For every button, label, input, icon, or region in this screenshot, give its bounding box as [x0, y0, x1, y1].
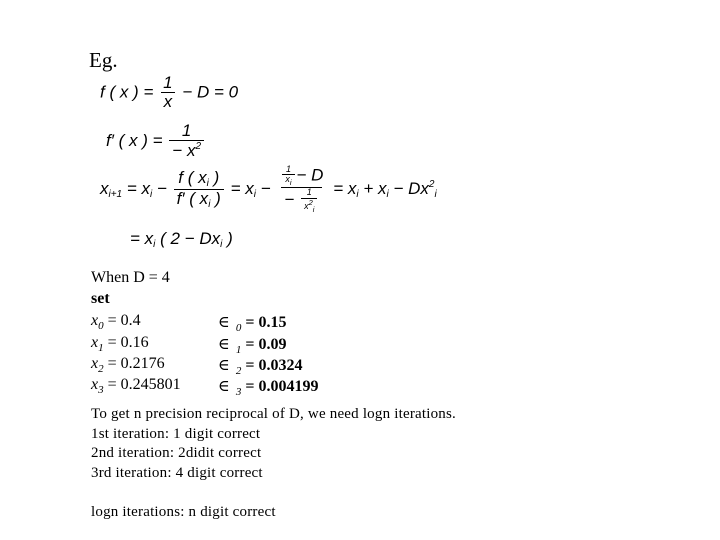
fp-num: 1	[181, 121, 192, 140]
error-value: = 0.0324	[241, 357, 303, 374]
iter-minus: −	[156, 178, 167, 198]
final-eq: = x	[130, 229, 154, 248]
x-sub: 2	[98, 363, 104, 376]
when-line: When D = 4	[91, 269, 170, 286]
note-line: 2nd iteration: 2didit correct	[91, 445, 262, 461]
iter-minus-d-sub: i	[434, 188, 437, 200]
iter-plus-sub: i	[386, 188, 389, 200]
iter-small-rest: − D	[296, 165, 324, 185]
iter-lhs-sub: i+1	[108, 188, 123, 200]
final-close: )	[227, 229, 233, 248]
fp-den	[169, 140, 204, 161]
iter-eq1	[127, 179, 152, 198]
iter-plus-text: + x	[363, 178, 387, 198]
iter-frac1-den	[174, 189, 224, 210]
f-den: x	[161, 92, 176, 112]
x-value: = 0.4	[103, 312, 141, 329]
iter-eq2-sub: i	[253, 188, 256, 200]
formula-final	[130, 229, 233, 250]
formula-fprime	[106, 122, 206, 161]
iter-eq1-text: = x	[126, 178, 151, 198]
epsilon-symbol: ∈	[218, 314, 230, 331]
x-var: x	[91, 355, 99, 372]
x-row-1	[91, 334, 149, 354]
iter-small2-den	[301, 198, 317, 214]
epsilon-symbol: ∈	[218, 336, 230, 353]
x-value: = 0.245801	[103, 376, 181, 393]
note-line: To get n precision reciprocal of D, we need logn iterations.	[91, 406, 456, 422]
f-rhs: − D = 0	[182, 82, 239, 102]
fp-den-pow: 2	[195, 140, 202, 152]
iter-eq2	[231, 179, 256, 198]
f-lhs: f ( x ) =	[100, 82, 154, 102]
set-label: set	[91, 290, 110, 307]
x-row-0	[91, 312, 141, 332]
error-row-2	[218, 355, 302, 377]
error-sub: 3	[235, 386, 242, 399]
iter-fraction-1	[174, 169, 224, 211]
fp-fraction	[169, 122, 204, 161]
x-sub: 0	[98, 320, 104, 333]
iter-small-den	[282, 174, 294, 187]
error-row-1	[218, 334, 286, 356]
formula-f	[100, 74, 238, 112]
iter-frac1-den-text: f′ ( x	[176, 189, 209, 209]
error-value: = 0.15	[241, 314, 287, 331]
iter-plus	[363, 179, 388, 198]
final-sub: i	[153, 239, 156, 250]
fp-den-base: − x	[172, 140, 196, 160]
iter-eq2-text: = x	[230, 178, 254, 198]
iter-frac2-num	[277, 165, 326, 187]
x-var: x	[91, 376, 99, 393]
final-rest: ( 2 − Dx	[160, 229, 221, 248]
epsilon-symbol: ∈	[218, 378, 230, 395]
error-sub: 1	[235, 344, 242, 357]
iter-eq3-text: = x	[333, 178, 357, 198]
error-row-0	[218, 312, 286, 334]
iter-frac2-den	[281, 187, 322, 213]
iter-eq3-sub: i	[356, 188, 359, 200]
iter-minus-d-text: − Dx	[393, 178, 429, 198]
iter-minus-d	[393, 179, 436, 198]
f-num: 1	[163, 73, 173, 92]
iter-small-num: 1	[285, 164, 291, 174]
iter-small2-den-x: x	[304, 200, 309, 211]
example-title: Eg.	[89, 48, 118, 72]
iter-frac1-num-text: f ( x	[178, 167, 207, 187]
iter-frac1-num-close: )	[213, 167, 220, 187]
x-var: x	[91, 334, 99, 351]
iter-minus2: −	[260, 178, 271, 198]
formula-iteration	[100, 165, 437, 214]
note-line: logn iterations: n digit correct	[91, 504, 276, 520]
iter-eq1-sub: i	[150, 188, 153, 200]
iter-small-frac-2	[301, 188, 317, 213]
error-row-3	[218, 376, 318, 398]
iter-minus-d-pow: 2	[428, 178, 435, 190]
fp-lhs: f′ ( x ) =	[106, 130, 163, 150]
iter-fraction-2	[277, 165, 326, 214]
iter-small-frac	[282, 165, 294, 187]
error-value: = 0.09	[241, 336, 287, 353]
error-sub: 0	[235, 322, 242, 335]
x-row-3	[91, 376, 181, 396]
error-sub: 2	[235, 365, 242, 378]
x-value: = 0.2176	[103, 355, 165, 372]
f-fraction	[160, 74, 175, 112]
iter-frac1-den-sub: i	[208, 199, 211, 211]
iter-small2-den-pow: 2	[308, 197, 313, 207]
iter-lhs-x: x	[100, 178, 109, 198]
error-value: = 0.004199	[241, 378, 319, 395]
note-line: 3rd iteration: 4 digit correct	[91, 465, 263, 481]
iter-frac1-den-close: )	[215, 189, 221, 209]
iter-lhs	[100, 179, 122, 198]
iter-small2-num: 1	[306, 187, 312, 198]
x-sub: 1	[98, 342, 104, 355]
x-sub: 3	[98, 384, 104, 397]
x-row-2	[91, 355, 165, 375]
iter-small2-den-sub: i	[312, 204, 315, 214]
iter-small-den-x: x	[285, 174, 290, 185]
iter-frac1-num-sub: i	[206, 177, 209, 189]
iter-frac2-den-minus: −	[284, 190, 295, 210]
epsilon-symbol: ∈	[218, 357, 230, 374]
iter-small-den-sub: i	[289, 178, 292, 188]
iter-frac1-num	[175, 169, 222, 190]
x-value: = 0.16	[103, 334, 149, 351]
final-rest-sub: i	[220, 239, 223, 250]
note-line: 1st iteration: 1 digit correct	[91, 426, 261, 442]
iter-eq3	[333, 179, 358, 198]
x-var: x	[91, 312, 99, 329]
